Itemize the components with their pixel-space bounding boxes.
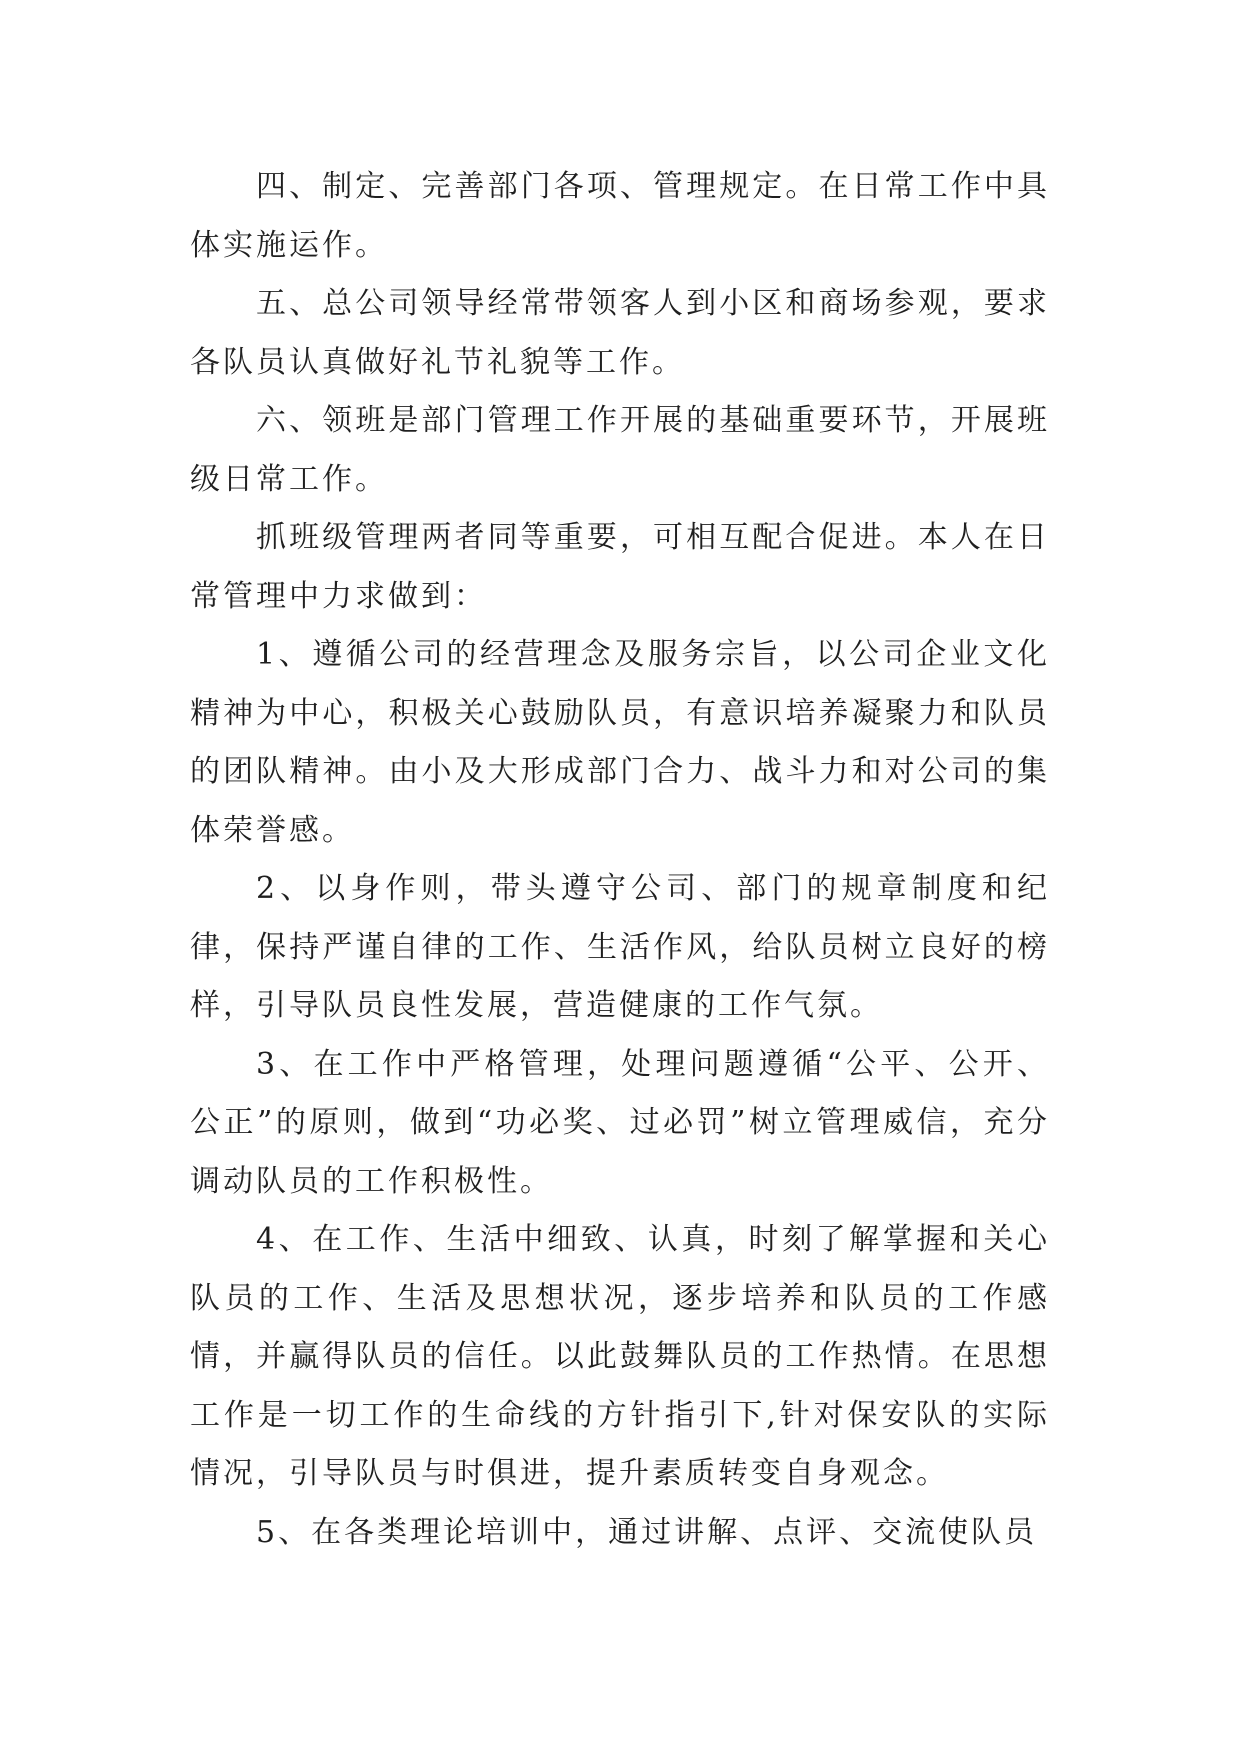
paragraph-point-4: 4、在工作、生活中细致、认真，时刻了解掌握和关心队员的工作、生活及思想状况，逐步培养和队员的工作感情，并赢得队员的信任。以此鼓舞队员的工作热情。在思想工作是一切工作的生命线的方针指引下,针对保安队的实际情况，引导队员与时俱进，提升素质转变自身观念。 bbox=[190, 1222, 1050, 1491]
document-body bbox=[190, 158, 1050, 1562]
paragraph-class-management: 抓班级管理两者同等重要，可相互配合促进。本人在日常管理中力求做到： bbox=[190, 520, 1050, 614]
paragraph-item-5: 五、总公司领导经常带领客人到小区和商场参观，要求各队员认真做好礼节礼貌等工作。 bbox=[190, 286, 1050, 380]
paragraph-item-4: 四、制定、完善部门各项、管理规定。在日常工作中具体实施运作。 bbox=[190, 169, 1050, 263]
paragraph-point-2: 2、以身作则，带头遵守公司、部门的规章制度和纪律，保持严谨自律的工作、生活作风，给队员树立良好的榜样，引导队员良性发展，营造健康的工作气氛。 bbox=[190, 871, 1050, 1023]
paragraph-item-6: 六、领班是部门管理工作开展的基础重要环节，开展班级日常工作。 bbox=[190, 403, 1050, 497]
paragraph-point-5: 5、在各类理论培训中，通过讲解、点评、交流使队员 bbox=[256, 1514, 1038, 1550]
paragraph-point-3: 3、在工作中严格管理，处理问题遵循“公平、公开、公正”的原则，做到“功必奖、过必罚”树立管理威信，充分调动队员的工作积极性。 bbox=[190, 1046, 1050, 1199]
paragraph-point-1: 1、遵循公司的经营理念及服务宗旨，以公司企业文化精神为中心，积极关心鼓励队员，有意识培养凝聚力和队员的团队精神。由小及大形成部门合力、战斗力和对公司的集体荣誉感。 bbox=[190, 637, 1050, 848]
